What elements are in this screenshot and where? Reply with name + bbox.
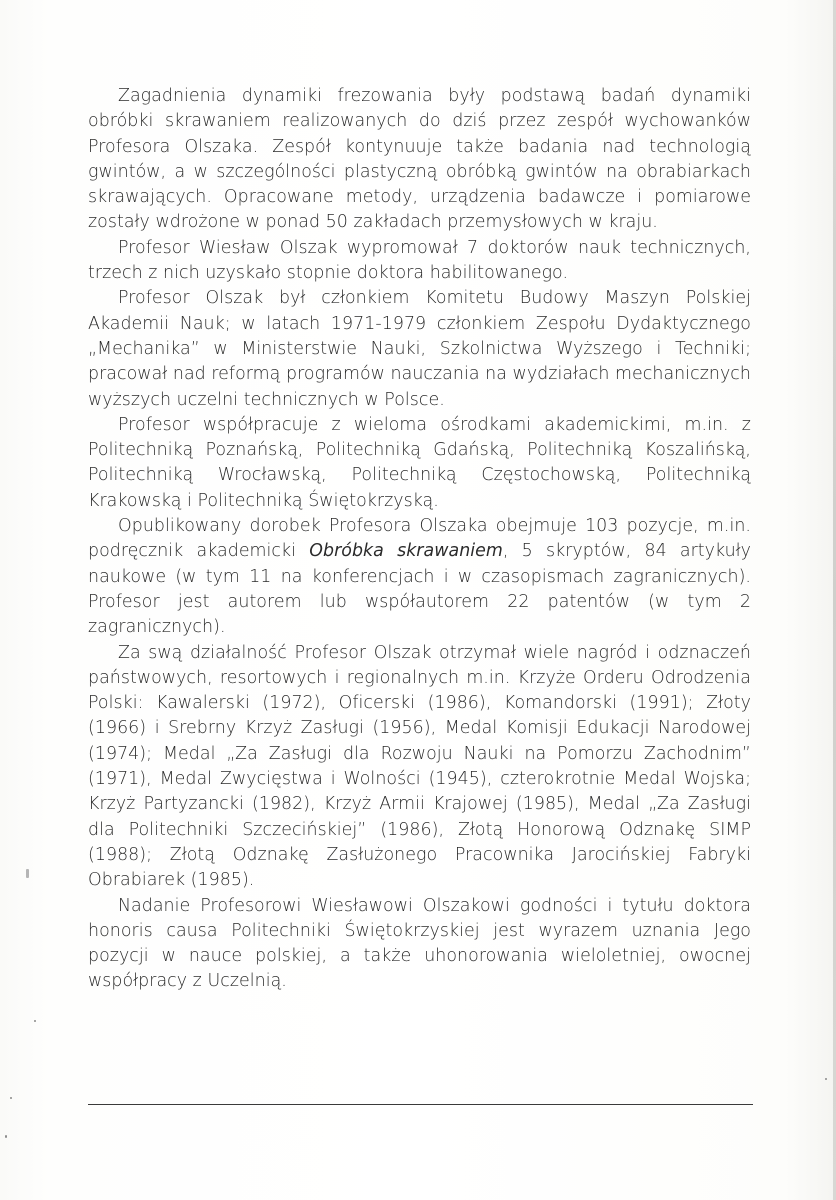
paragraph-awards: Za swą działalność Profesor Olszak otrzymał wiele nagród i odznaczeń państwowych, resortowych i regionalnych m.in. Krzyże Orderu Odrodzenia Polski: Kawalerski (1972), Oficerski (1986), Komandorski (1991); Złoty (1966) i Srebrny Krzyż Zasługi (1956), Medal Komisji Edukacji Narodowej (1974); Medal „Za Zasługi dla Rozwoju Nauki na Pomorzu Zachodnim” (1971), Medal Zwycięstwa i Wolności (1945), czterokrotnie Medal Wojska; Krzyż Partyzancki (1982), Krzyż Armii Krajowej (1985), Medal „Za Zasługi dla Politechniki Szczecińskiej” (1986), Złotą Honorową Odznakę SIMP (1988); Złotą Odznakę Zasłużonego Pracownika Jarocińskiej Fabryki Obrabiarek (1985).: [88, 642, 751, 891]
paragraph-milling-dynamics: Zagadnienia dynamiki frezowania były podstawą badań dynamiki obróbki skrawaniem realizowanych do dziś przez zespół wychowanków Profesora Olszaka. Zespół kontynuuje także badania nad technologią gwintów, a w szczególności plastyczną obróbką gwintów na obrabiarkach skrawających. Opracowane metody, urządzenia badawcze i pomiarowe zostały wdrożone w ponad 50 zakładach przemysłowych w kraju.: [88, 86, 751, 233]
paragraph-honoris-causa: Nadanie Profesorowi Wiesławowi Olszakowi godności i tytułu doktora honoris causa Politechniki Świętokrzyskiej jest wyrazem uznania Jego pozycji w nauce polskiej, a także uhonorowania wieloletniej, owocnej współpracy z Uczelnią.: [88, 895, 751, 992]
bottom-rule: [88, 1104, 753, 1105]
paragraph-publications: [88, 514, 751, 640]
paragraph-doctorates: Profesor Wiesław Olszak wypromował 7 doktorów nauk technicznych, trzech z nich uzyskało stopnie doktora habilitowanego.: [88, 237, 751, 284]
publications-text-after: , 5 skryptów, 84 artykuły naukowe (w tym 11 na konferencjach i w czasopismach zagranicznych). Profesor jest autorem lub współautorem 22 patentów (w tym 2 zagranicznych).: [88, 541, 751, 638]
paragraph-cooperation: Profesor współpracuje z wieloma ośrodkami akademickimi, m.in. z Politechniką Poznańską, Politechniką Gdańską, Politechniką Koszalińską, Politechniką Wrocławską, Politechniką Częstochowską, Politechniką Krakowską i Politechniką Świętokrzyską.: [88, 414, 751, 511]
scan-speck: [5, 1135, 7, 1138]
publications-text-before: Opublikowany dorobek Profesora Olszaka obejmuje 103 pozycje, m.in. podręcznik akademicki: [88, 516, 751, 562]
scan-speck: [825, 1078, 827, 1080]
paragraph-committees: Profesor Olszak był członkiem Komitetu Budowy Maszyn Polskiej Akademii Nauk; w latach 1971-1979 członkiem Zespołu Dydaktycznego „Mechanika” w Ministerstwie Nauki, Szkolnictwa Wyższego i Techniki; pracował nad reformą programów nauczania na wydziałach mechanicznych wyższych uczelni technicznych w Polsce.: [88, 288, 751, 410]
scan-speck: [10, 1097, 12, 1099]
book-title: Obróbka skrawaniem: [309, 541, 503, 562]
scan-speck: [26, 869, 29, 878]
body-text: [88, 84, 751, 995]
scan-speck: [34, 1020, 36, 1022]
